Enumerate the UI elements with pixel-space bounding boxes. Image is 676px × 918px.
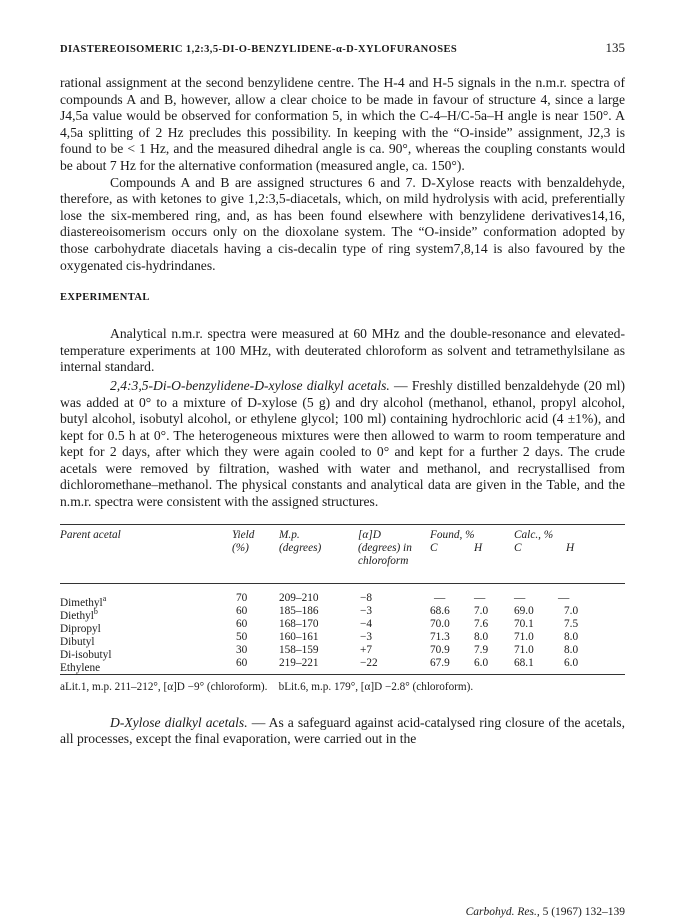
cell-mp: 209–210 (279, 591, 319, 604)
table-row (60, 591, 625, 609)
cell-found-c: 70.9 (430, 643, 450, 656)
experimental-paragraph-2 (60, 378, 625, 511)
table-row (60, 656, 625, 674)
section-heading-experimental: EXPERIMENTAL (60, 292, 150, 304)
table-body (60, 584, 625, 674)
cell-found-h: 7.9 (474, 643, 489, 656)
page-number: 135 (605, 40, 625, 55)
header-found-h: H (474, 541, 483, 554)
header-calc-h: H (566, 541, 575, 554)
cell-rotation: −22 (360, 656, 378, 669)
experimental-paragraph-1: Analytical n.m.r. spectra were measured at 60 MHz and the double-resonance and elevated-temperature experiments at 100 MHz, with deuterated chloroform as solvent and tetramethylsilane as internal standard. (60, 326, 625, 375)
cell-found-c: 68.6 (430, 604, 450, 617)
table-bottom-rule (60, 674, 625, 675)
cell-yield: 70 (236, 591, 248, 604)
cell-found-h: 7.6 (474, 617, 489, 630)
cell-calc-c: 69.0 (514, 604, 534, 617)
paragraph-text: — As a safeguard against acid-catalysed ring closure of the acetals, all processes, except the final evaporation, were carried out in the (60, 714, 625, 747)
cell-found-c: 71.3 (430, 630, 450, 643)
cell-found-c: 67.9 (430, 656, 450, 669)
cell-mp: 158–159 (279, 643, 319, 656)
journal-volume: 5 (542, 906, 549, 918)
cell-yield: 60 (236, 617, 248, 630)
cell-calc-c: 70.1 (514, 617, 534, 630)
cell-yield: 50 (236, 630, 248, 643)
table-footnotes (60, 681, 625, 693)
cell-yield: 30 (236, 643, 248, 656)
cell-calc-h: 8.0 (564, 643, 579, 656)
body-paragraph-3 (60, 715, 625, 748)
header-rotation-solvent: chloroform (358, 554, 409, 567)
header-yield-unit: (%) (232, 541, 249, 554)
cell-rotation: −4 (360, 617, 373, 630)
journal-footer (466, 906, 625, 918)
footnote-a: aLit.1, m.p. 211–212°, [α]D −9° (chloroform). (60, 680, 268, 693)
body-paragraph-1: rational assignment at the second benzylidene centre. The H-4 and H-5 signals in the n.m.r. spectra of compounds A and B, however, allow a clear choice to be made in favour of structure 4, since a large J4,5a value would be observed for conformation 5, in which the C-4–H/C-5a–H angle is near 150°. A 4,5a splitting of 2 Hz precludes this possibility. In keeping with the “O-inside” assignment, J2,3 is found to be < 1 Hz, and the measured dihedral angle is ca. 90°, whereas the coupling constants would be about 7 Hz for the alternative conformation (measured angle, ca. 150°). (60, 75, 625, 173)
table-row (60, 630, 625, 648)
body-paragraph-2: Compounds A and B are assigned structures 6 and 7. D-Xylose reacts with benzaldehyde, therefore, as with ketones to give 1,2:3,5-diacetals, which, on mild hydrolysis with acid, preferentially lose the six-membered ring, and, as has been found elsewhere with benzylidene derivatives14,16, diastereoisomerism occurs only on the dioxolane system. The “O-inside” conformation adopted by those carbohydrate diacetals having a cis-decalin type of ring system7,8,14 is also favoured by the oxygenated cis-hydrindanes. (60, 174, 625, 273)
header-calc-c: C (514, 541, 522, 554)
cell-parent-acetal: Dipropyl (60, 622, 101, 635)
cell-calc-c: 71.0 (514, 630, 534, 643)
header-yield: Yield (232, 528, 255, 541)
cell-parent-acetal: Ethylene (60, 661, 101, 674)
cell-parent-acetal: Diethyl$^b$ (60, 606, 98, 622)
cell-yield: 60 (236, 604, 248, 617)
cell-found-c: — (434, 591, 446, 604)
table-header (60, 525, 625, 583)
running-title: DIASTEREOISOMERIC 1,2:3,5-DI-O-BENZYLIDENE-α-D-XYLOFURANOSES (60, 44, 458, 55)
cell-rotation: −3 (360, 604, 373, 617)
table-row (60, 604, 625, 622)
cell-calc-h: 7.5 (564, 617, 579, 630)
header-mp-unit: (degrees) (279, 541, 322, 554)
footnote-b: bLit.6, m.p. 179°, [α]D −2.8° (chloroform). (278, 680, 474, 693)
paragraph-run-in-title: 2,4:3,5-Di-O-benzylidene-D-xylose dialkyl acetals. (110, 377, 390, 393)
cell-rotation: −3 (360, 630, 373, 643)
journal-name: Carbohyd. Res., (465, 906, 540, 918)
cell-mp: 219–221 (279, 656, 319, 669)
cell-rotation: −8 (360, 591, 373, 604)
cell-yield: 60 (236, 656, 248, 669)
header-calc: Calc., % (514, 528, 554, 541)
cell-found-c: 70.0 (430, 617, 450, 630)
cell-rotation: +7 (360, 643, 373, 656)
header-found: Found, % (430, 528, 475, 541)
cell-mp: 160–161 (279, 630, 319, 643)
cell-calc-h: 8.0 (564, 630, 579, 643)
paragraph-run-in-title: D-Xylose dialkyl acetals. (110, 714, 248, 730)
cell-calc-c: 68.1 (514, 656, 534, 669)
running-header (60, 40, 625, 62)
cell-parent-acetal: Dimethyl$^a$ (60, 593, 107, 609)
journal-year-pages: (1967) 132–139 (551, 906, 625, 918)
header-parent-acetal: Parent acetal (60, 528, 121, 541)
cell-calc-c: — (514, 591, 526, 604)
paragraph-text: — Freshly distilled benzaldehyde (20 ml) was added at 0° to a mixture of D-xylose (5 g) and dry alcohol (methanol, ethanol, propyl alcohol, butyl alcohol, isobutyl alcohol, or ethylene glycol; 100 ml) containing hydrochloric acid (4 ±1%), and kept for 0.5 h at 0°. The heterogeneous mixtures were then allowed to warm to room temperature and kept for 2 days, after which they were again cooled to 0° and kept for a further 2 days. The crude acetals were removed by filtration, washed with water and methanol, and recrystallised from dichloromethane–methanol. The physical constants and analytical data are given in the Table, and the n.m.r. spectra were consistent with the assigned structures. (60, 377, 625, 510)
journal-page (60, 40, 625, 918)
data-table (60, 524, 625, 693)
cell-parent-acetal: Dibutyl (60, 635, 95, 648)
header-found-c: C (430, 541, 438, 554)
cell-mp: 168–170 (279, 617, 319, 630)
cell-mp: 185–186 (279, 604, 319, 617)
header-rotation-unit: (degrees) in (358, 541, 412, 554)
cell-found-h: 8.0 (474, 630, 489, 643)
cell-found-h: — (474, 591, 486, 604)
cell-parent-acetal: Di-isobutyl (60, 648, 112, 661)
table-row (60, 617, 625, 635)
table-row (60, 643, 625, 661)
cell-found-h: 6.0 (474, 656, 489, 669)
cell-calc-h: 6.0 (564, 656, 579, 669)
cell-calc-h: — (558, 591, 570, 604)
header-rotation: [α]D (358, 528, 381, 541)
header-mp: M.p. (279, 528, 300, 541)
cell-calc-h: 7.0 (564, 604, 579, 617)
cell-calc-c: 71.0 (514, 643, 534, 656)
cell-found-h: 7.0 (474, 604, 489, 617)
